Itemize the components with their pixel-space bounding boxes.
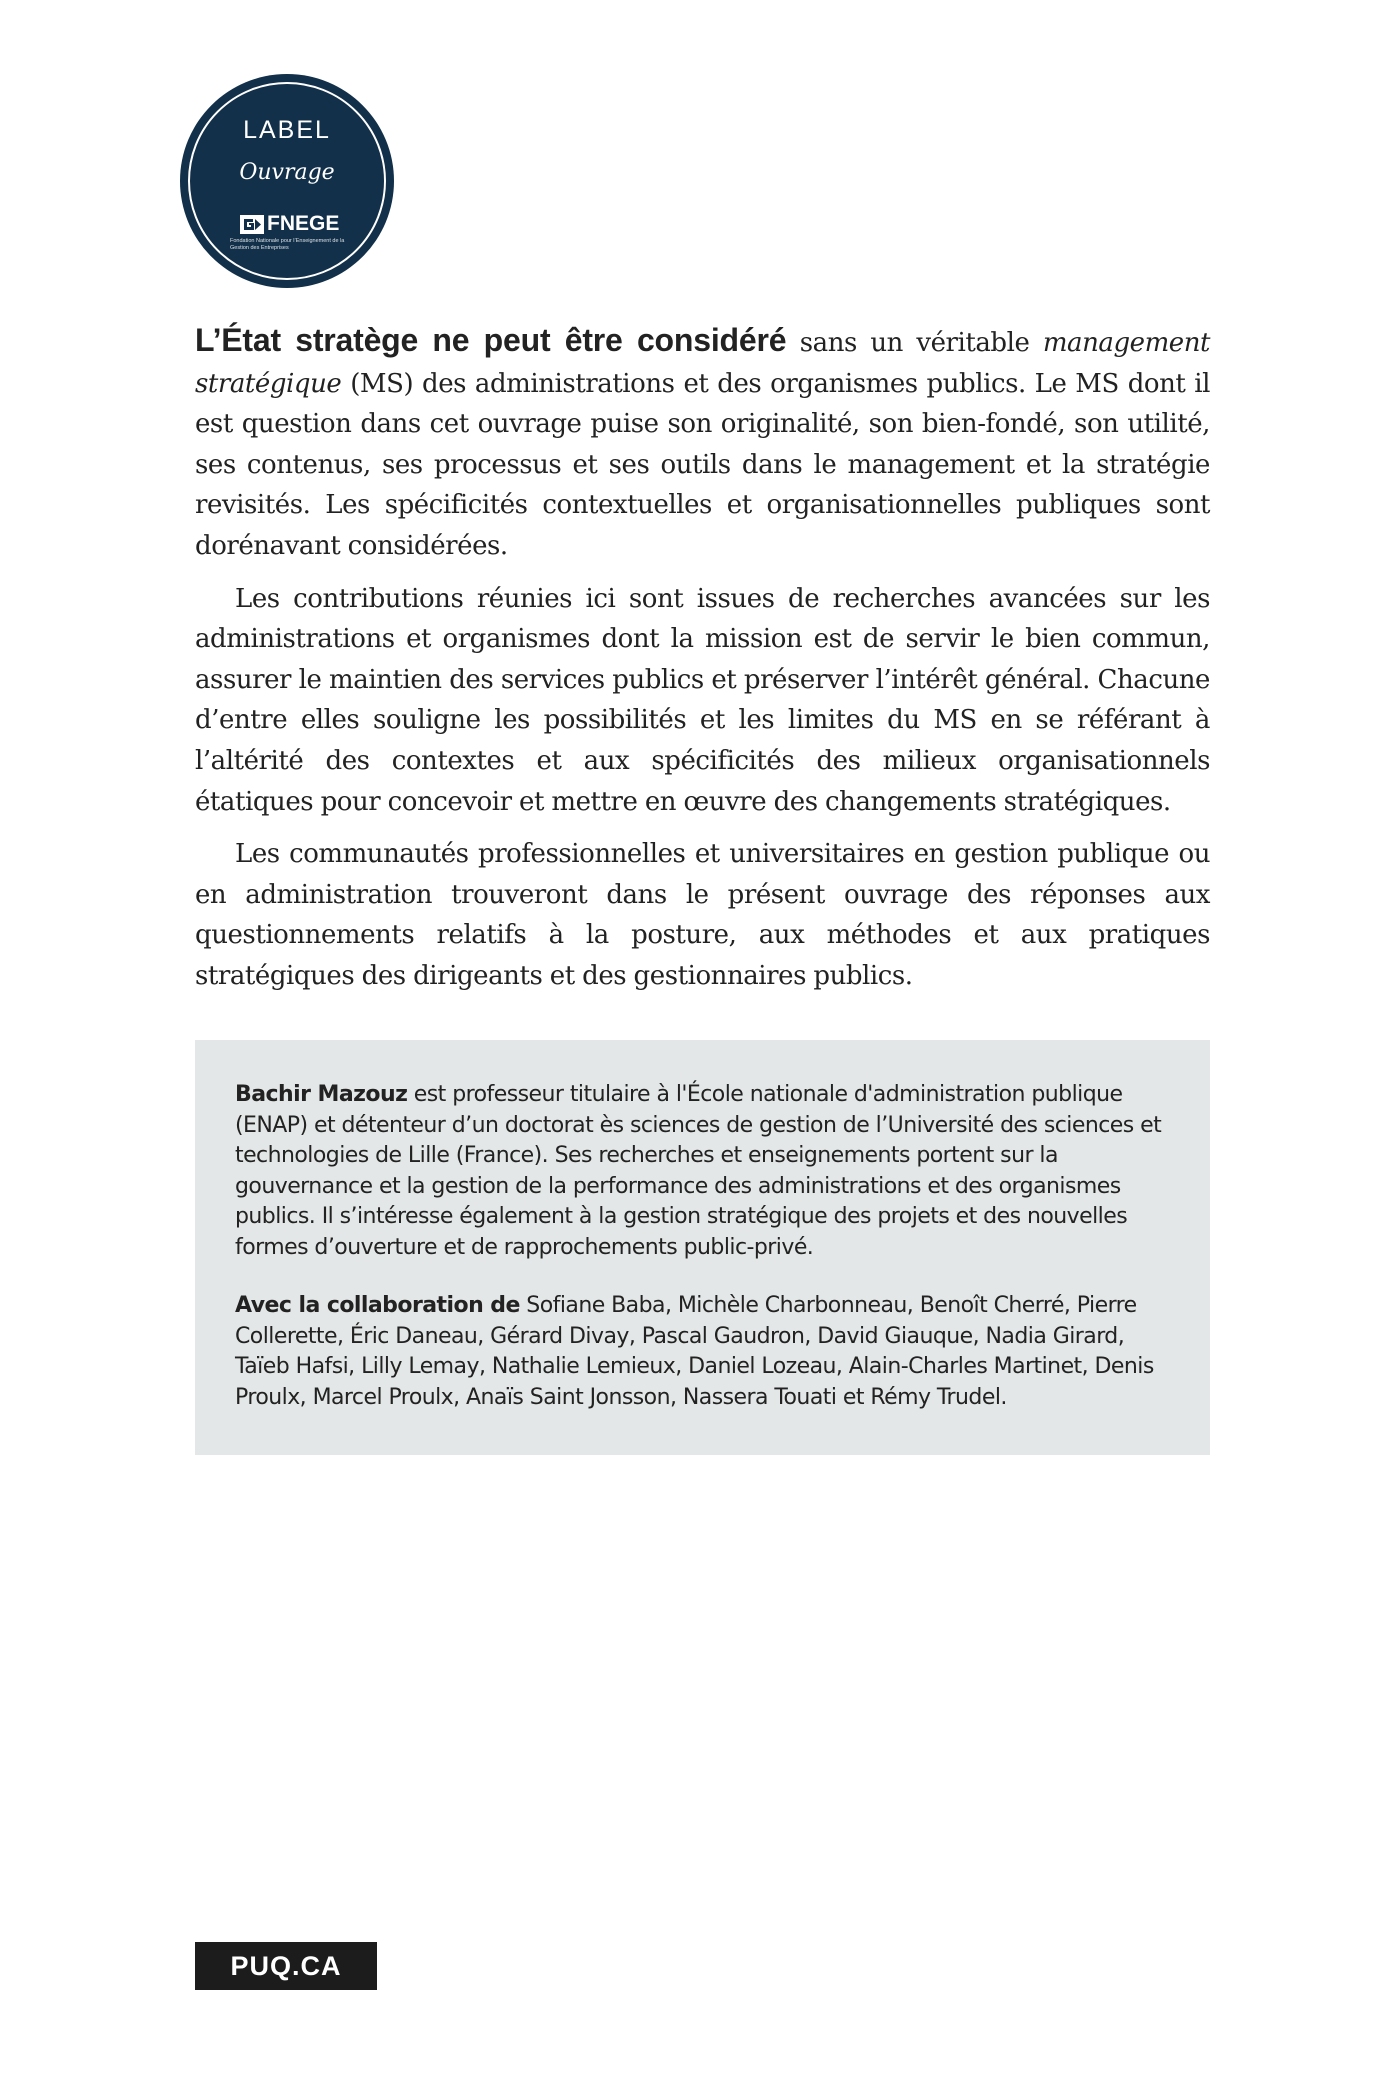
book-description bbox=[195, 320, 1210, 1009]
author-name: Bachir Mazouz bbox=[235, 1082, 408, 1107]
italic-term: management stratégique bbox=[195, 328, 1211, 399]
collaborators-list: Sofiane Baba, Michèle Charbonneau, Benoît Cherré, Pierre Collerette, Éric Daneau, Gérard Divay, Pascal Gaudron, David Giauque, Nadia Girard, Taïeb Hafsi, Lilly Lemay, Nathalie Lemieux, Daniel Lozeau, Alain-Charles Martinet, Denis Proulx, Marcel Proulx, Anaïs Saint Jonsson, Nassera Touati et Rémy Trudel. bbox=[235, 1293, 1154, 1410]
author-info-box bbox=[195, 1040, 1210, 1455]
author-bio: Bachir Mazouz est professeur titulaire à l'École nationale d'administration publique (ENAP) et détenteur d’un doctorat ès sciences de gestion de l’Université des sciences et technologies de Lille (France). Ses recherches et enseignements portent sur la gouvernance et la gestion de la performance des administrations et des organismes publics. Il s’intéresse également à la gestion stratégique des projets et des nouvelles formes d’ouverture et de rapprochements public-privé. bbox=[235, 1082, 1162, 1260]
fnege-logo-icon bbox=[240, 215, 264, 234]
fnege-logo bbox=[240, 212, 339, 236]
description-paragraph-1: L’État stratège ne peut être considéré sans un véritable management stratégique (MS) des administrations et des organismes publics. Le MS dont il est question dans cet ouvrage puise son originalité, son bien-fondé, son utilité, ses contenus, ses processus et ses outils dans le management et la stratégie revisités. Les spécificités contextuelles et organisationnelles publiques sont dorénavant considérées. bbox=[195, 322, 1211, 561]
description-paragraph-2: Les contributions réunies ici sont issues de recherches avancées sur les administrations et organismes dont la mission est de servir le bien commun, assurer le maintien des services publics et préserver l’intérêt général. Chacune d’entre elles souligne les possibilités et les limites du MS en se référant à l’altérité des contextes et aux spécificités des milieux organisationnels étatiques pour concevoir et mettre en œuvre des changements stratégiques. bbox=[195, 583, 1210, 817]
fnege-subtitle: Fondation Nationale pour l’Enseignement de la Gestion des Entreprises bbox=[230, 238, 345, 251]
collaborators-paragraph bbox=[235, 1291, 1170, 1413]
publisher-website-label: PUQ.CA bbox=[195, 1942, 377, 1990]
badge-ouvrage-text: Ouvrage bbox=[239, 160, 335, 185]
description-paragraph-3: Les communautés professionnelles et universitaires en gestion publique ou en administration trouveront dans le présent ouvrage des réponses aux questionnements relatifs à la posture, aux méthodes et aux pratiques stratégiques des dirigeants et des gestionnaires publics. bbox=[195, 839, 1210, 991]
collaborators-label: Avec la collaboration de bbox=[235, 1293, 520, 1318]
badge-label-text: LABEL bbox=[243, 116, 331, 144]
fnege-brand-text: FNEGE bbox=[267, 212, 340, 235]
lead-sentence: L’État stratège ne peut être considéré bbox=[195, 322, 787, 358]
fnege-label-badge bbox=[180, 74, 394, 288]
